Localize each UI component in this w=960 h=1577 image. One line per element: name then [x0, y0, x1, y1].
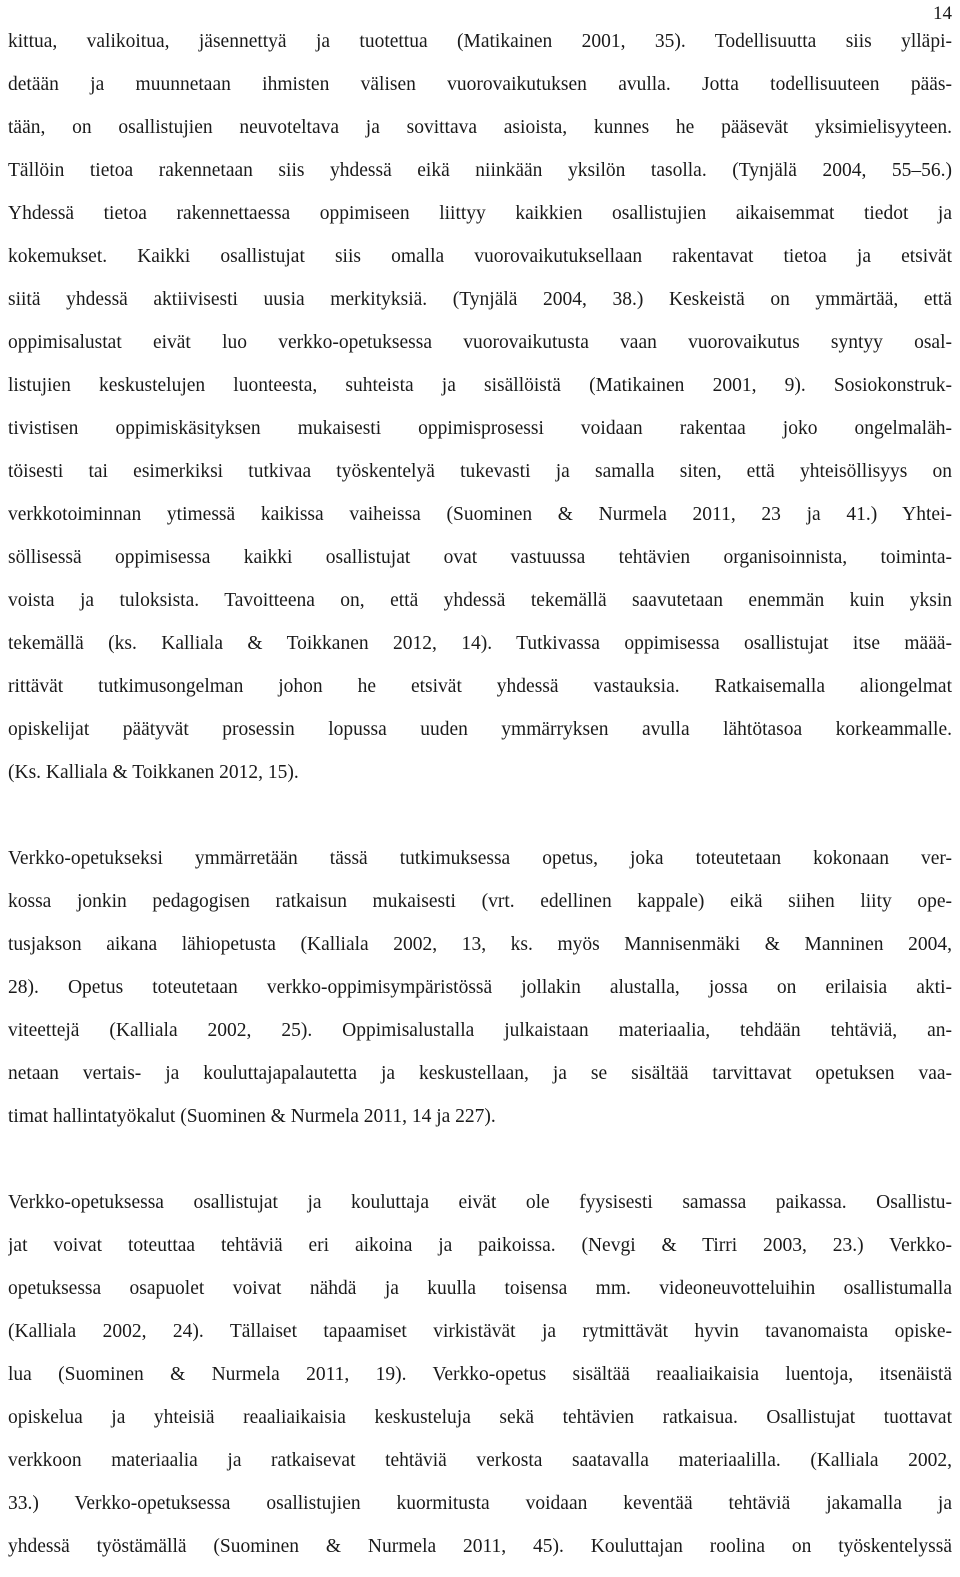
text-line: verkkotoiminnan ytimessä kaikissa vaiheissa (Suominen & Nurmela 2011, 23 ja 41.) Yhtei-: [8, 504, 952, 525]
text-line: tekemällä (ks. Kalliala & Toikkanen 2012, 14). Tutkivassa oppimisessa osallistujat itse määä-: [8, 633, 952, 654]
text-line: timat hallintatyökalut (Suominen & Nurmela 2011, 14 ja 227).: [8, 1106, 496, 1127]
paragraph-1: [8, 20, 952, 794]
paragraph-2: [8, 837, 952, 1138]
text-line: opetuksessa osapuolet voivat nähdä ja kuulla toisensa mm. videoneuvotteluihin osallistumalla: [8, 1278, 952, 1299]
text-line: oppimisalustat eivät luo verkko-opetuksessa vuorovaikutusta vaan vuorovaikutus syntyy osal-: [8, 332, 952, 353]
text-line: siitä yhdessä aktiivisesti uusia merkityksiä. (Tynjälä 2004, 38.) Keskeistä on ymmärtää, että: [8, 289, 952, 310]
page-body: [8, 20, 952, 1568]
text-line: töisesti tai esimerkiksi tutkivaa työskentelyä tukevasti ja samalla siten, että yhteisöllisyys on: [8, 461, 952, 482]
text-line: tään, on osallistujien neuvoteltava ja sovittava asioista, kunnes he pääsevät yksimielisyyteen.: [8, 117, 952, 138]
text-line: Yhdessä tietoa rakennettaessa oppimiseen liittyy kaikkien osallistujien aikaisemmat tiedot ja: [8, 203, 952, 224]
text-line: opiskelua ja yhteisiä reaaliaikaisia keskusteluja sekä tehtävien ratkaisua. Osallistujat tuottavat: [8, 1407, 952, 1428]
text-line: opiskelijat päätyvät prosessin lopussa uuden ymmärryksen avulla lähtötasoa korkeammalle.: [8, 719, 952, 740]
text-line: voista ja tuloksista. Tavoitteena on, että yhdessä tekemällä saavutetaan enemmän kuin yksin: [8, 590, 952, 611]
text-line: kokemukset. Kaikki osallistujat siis omalla vuorovaikutuksellaan rakentavat tietoa ja etsivät: [8, 246, 952, 267]
text-line: verkkoon materiaalia ja ratkaisevat tehtäviä verkosta saatavalla materiaalilla. (Kalliala 2002,: [8, 1450, 952, 1471]
text-line: Verkko-opetukseksi ymmärretään tässä tutkimuksessa opetus, joka toteutetaan kokonaan ver-: [8, 848, 952, 869]
text-line: tivistisen oppimiskäsityksen mukaisesti oppimisprosessi voidaan rakentaa joko ongelmaläh-: [8, 418, 952, 439]
text-line: (Kalliala 2002, 24). Tällaiset tapaamiset virkistävät ja rytmittävät hyvin tavanomaista opiske-: [8, 1321, 952, 1342]
text-line: kittua, valikoitua, jäsennettyä ja tuotettua (Matikainen 2001, 35). Todellisuutta siis ylläpi-: [8, 31, 952, 52]
text-line: listujien keskustelujen luonteesta, suhteista ja sisällöistä (Matikainen 2001, 9). Sosiokonstruk-: [8, 375, 952, 396]
text-line: lua (Suominen & Nurmela 2011, 19). Verkko-opetus sisältää reaaliaikaisia luentoja, itsenäistä: [8, 1364, 952, 1385]
text-line: rittävät tutkimusongelman johon he etsivät yhdessä vastauksia. Ratkaisemalla aliongelmat: [8, 676, 952, 697]
text-line: jat voivat toteuttaa tehtäviä eri aikoina ja paikoissa. (Nevgi & Tirri 2003, 23.) Verkko-: [8, 1235, 952, 1256]
text-line: (Ks. Kalliala & Toikkanen 2012, 15).: [8, 762, 299, 783]
text-line: 28). Opetus toteutetaan verkko-oppimisympäristössä jollakin alustalla, jossa on erilaisia akti-: [8, 977, 952, 998]
page-number: 14: [933, 3, 952, 24]
paragraph-3: [8, 1181, 952, 1568]
text-line: 33.) Verkko-opetuksessa osallistujien kuormitusta voidaan keventää tehtäviä jakamalla ja: [8, 1493, 952, 1514]
text-line: detään ja muunnetaan ihmisten välisen vuorovaikutuksen avulla. Jotta todellisuuteen pääs-: [8, 74, 952, 95]
text-line: Tällöin tietoa rakennetaan siis yhdessä eikä niinkään yksilön tasolla. (Tynjälä 2004, 55–56.): [8, 160, 952, 181]
text-line: söllisessä oppimisessa kaikki osallistujat ovat vastuussa tehtävien organisoinnista, toiminta-: [8, 547, 952, 568]
text-line: Verkko-opetuksessa osallistujat ja kouluttaja eivät ole fyysisesti samassa paikassa. Osallistu-: [8, 1192, 952, 1213]
text-line: kossa jonkin pedagogisen ratkaisun mukaisesti (vrt. edellinen kappale) eikä siihen liity ope-: [8, 891, 952, 912]
text-line: tusjakson aikana lähiopetusta (Kalliala 2002, 13, ks. myös Mannisenmäki & Manninen 2004,: [8, 934, 952, 955]
paragraph-spacer: [8, 1138, 952, 1181]
text-line: yhdessä työstämällä (Suominen & Nurmela 2011, 45). Kouluttajan roolina on työskentelyssä: [8, 1536, 952, 1557]
text-line: netaan vertais- ja kouluttajapalautetta ja keskustellaan, ja se sisältää tarvittavat opetuksen vaa-: [8, 1063, 952, 1084]
text-line: viteettejä (Kalliala 2002, 25). Oppimisalustalla julkaistaan materiaalia, tehdään tehtäviä, an-: [8, 1020, 952, 1041]
paragraph-spacer: [8, 794, 952, 837]
